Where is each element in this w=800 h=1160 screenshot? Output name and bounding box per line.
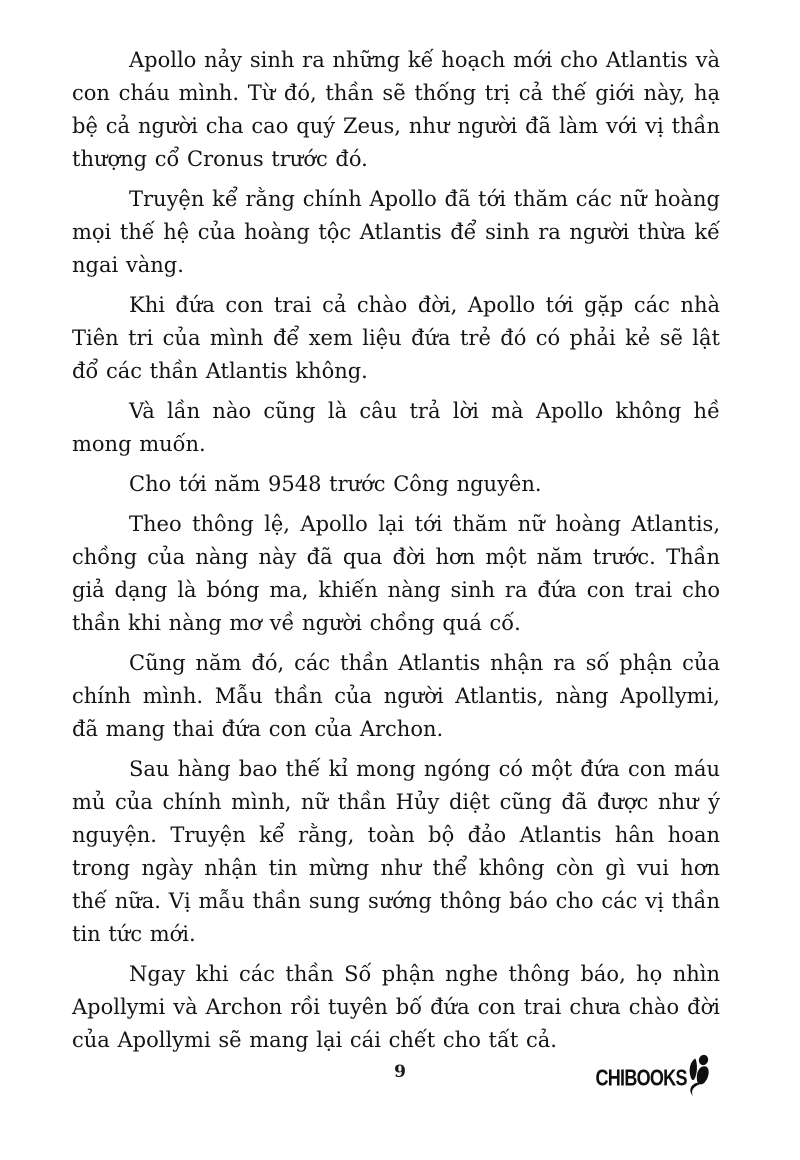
paragraph: Và lần nào cũng là câu trả lời mà Apollo không hề mong muốn. xyxy=(72,399,720,456)
body-text xyxy=(72,44,720,1064)
paragraph: Cho tới năm 9548 trước Công nguyên. xyxy=(129,472,542,496)
paragraph: Sau hàng bao thế kỉ mong ngóng có một đứa con máu mủ của chính mình, nữ thần Hủy diệt cũng đã được như ý nguyện. Truyện kể rằng, toàn bộ đảo Atlantis hân hoan trong ngày nhận tin mừng như thể không còn gì vui hơn thế nữa. Vị mẫu thần sung sướng thông báo cho các vị thần tin tức mới. xyxy=(72,757,720,946)
page-number: 9 xyxy=(394,1062,406,1082)
paragraph: Cũng năm đó, các thần Atlantis nhận ra số phận của chính mình. Mẫu thần của người Atlantis, nàng Apollymi, đã mang thai đứa con của Archon. xyxy=(72,651,720,741)
publisher-logo-text: CHIBOOKS xyxy=(595,1065,687,1091)
paragraph: Truyện kể rằng chính Apollo đã tới thăm các nữ hoàng mọi thế hệ của hoàng tộc Atlantis để sinh ra người thừa kế ngai vàng. xyxy=(72,187,720,277)
paragraph: Theo thông lệ, Apollo lại tới thăm nữ hoàng Atlantis, chồng của nàng này đã qua đời hơn một năm trước. Thần giả dạng là bóng ma, khiến nàng sinh ra đứa con trai cho thần khi nàng mơ về người chồng quá cố. xyxy=(72,512,720,635)
paragraph: Apollo nảy sinh ra những kế hoạch mới cho Atlantis và con cháu mình. Từ đó, thần sẽ thống trị cả thế giới này, hạ bệ cả người cha cao quý Zeus, như người đã làm với vị thần thượng cổ Cronus trước đó. xyxy=(72,48,720,171)
paragraph: Khi đứa con trai cả chào đời, Apollo tới gặp các nhà Tiên tri của mình để xem liệu đứa trẻ đó có phải kẻ sẽ lật đổ các thần Atlantis không. xyxy=(72,293,720,383)
paragraph: Ngay khi các thần Số phận nghe thông báo, họ nhìn Apollymi và Archon rồi tuyên bố đứa con trai chưa chào đời của Apollymi sẽ mang lại cái chết cho tất cả. xyxy=(72,962,720,1052)
publisher-logo xyxy=(560,1052,712,1098)
